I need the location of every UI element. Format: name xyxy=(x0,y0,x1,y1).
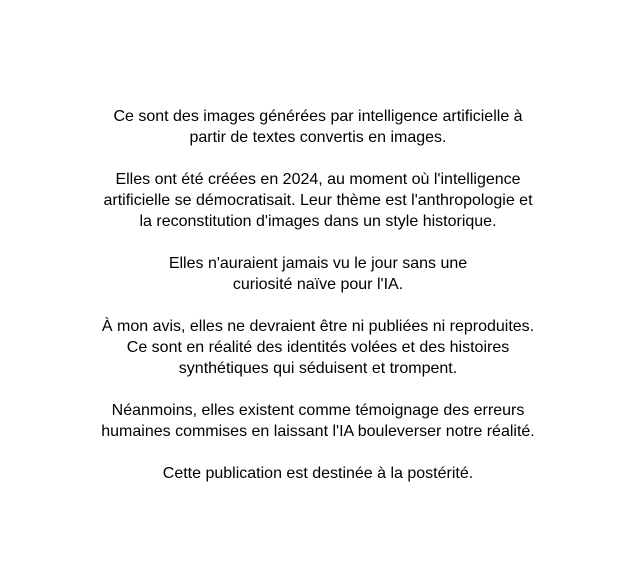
text-line: À mon avis, elles ne devraient être ni publiées ni reproduites. xyxy=(101,318,535,335)
paragraph-testimony xyxy=(0,400,636,442)
text-line: curiosité naïve pour l'IA. xyxy=(232,276,404,293)
text-line: Elles ont été créées en 2024, au moment où l'intelligence xyxy=(115,171,521,188)
paragraph-ai-images xyxy=(0,106,636,148)
statement-text xyxy=(0,106,636,505)
text-line: synthétiques qui séduisent et trompent. xyxy=(178,360,458,377)
text-line: humaines commises en laissant l'IA bouleverser notre réalité. xyxy=(101,423,535,440)
text-line: la reconstitution d'images dans un style historique. xyxy=(139,213,497,230)
text-line: Ce sont des images générées par intelligence artificielle à xyxy=(113,108,523,125)
text-line: artificielle se démocratisait. Leur thème est l'anthropologie et xyxy=(103,192,533,209)
paragraph-opinion xyxy=(0,316,636,379)
paragraph-creation-context xyxy=(0,169,636,232)
paragraph-posterity xyxy=(0,463,636,484)
text-line: partir de textes convertis en images. xyxy=(189,129,447,146)
text-line: Cette publication est destinée à la postérité. xyxy=(162,465,474,482)
text-line: Ce sont en réalité des identités volées et des histoires xyxy=(126,339,510,356)
text-line: Néanmoins, elles existent comme témoignage des erreurs xyxy=(111,402,525,419)
paragraph-curiosity xyxy=(0,253,636,295)
text-line: Elles n'auraient jamais vu le jour sans une xyxy=(168,255,468,272)
